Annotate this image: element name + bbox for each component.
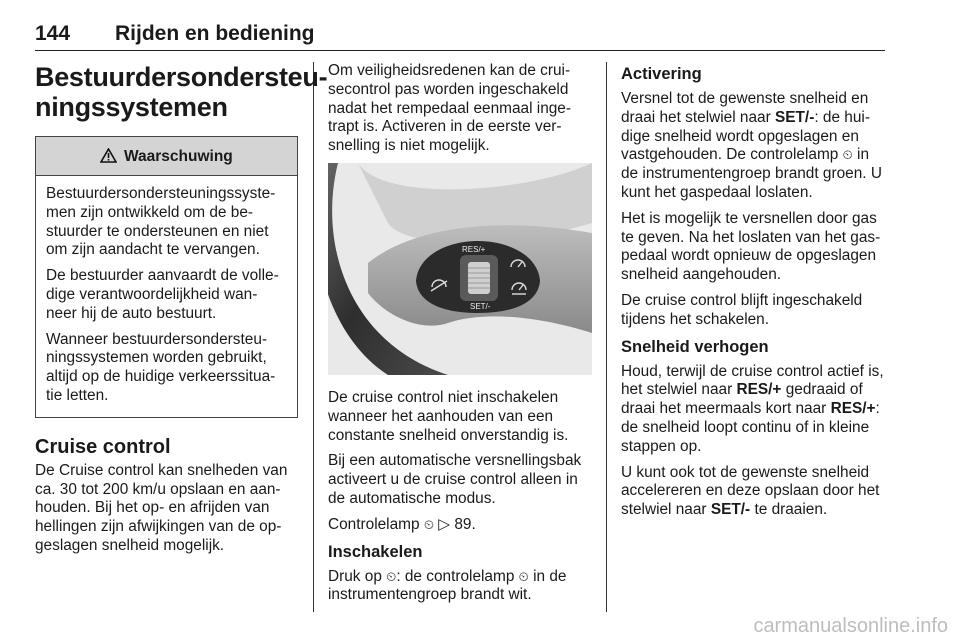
speed-increase-title: Snelheid verhogen [621, 337, 769, 356]
set-minus-label: SET/- [470, 301, 491, 311]
accelerate-paragraph: Het is mogelijk te versnellen door gas te geven. Na het loslaten van het gas-pedaal wordt opnieuw de opgeslagen snelheid aangehouden. [621, 209, 881, 284]
chapter-title: Rijden en bediening [115, 22, 315, 45]
cruise-lamp-icon: ⏲ [423, 516, 434, 532]
watermark: carmanualsonline.info [753, 615, 948, 637]
automatic-paragraph: Bij een automatische versnellingsbak activeert u de cruise control alleen in de automatische modus. [328, 452, 582, 507]
cruise-control-text: De Cruise control kan snelheden van ca. 30 tot 200 km/u opslaan en aan-houden. Bij het op- en afrijden van hellingen zijn afwijkingen van de op-geslagen snelheid mogelijk. [35, 461, 288, 554]
speed-store-paragraph: U kunt ook tot de gewenste snelheid accelereren en deze opslaan door het stelwiel naar SET/- te draaien. [621, 463, 880, 519]
inschakelen-title: Inschakelen [328, 542, 423, 561]
section-title: Bestuurdersondersteu- ningssystemen [35, 62, 328, 122]
column-right [621, 62, 887, 527]
column-divider [313, 62, 314, 612]
warning-box [35, 136, 298, 418]
warning-paragraph: De bestuurder aanvaardt de volle-dige verantwoordelijkheid wan-neer hij de auto bestuurt. [46, 267, 279, 322]
cruise-lamp-icon: ⏲ [842, 147, 853, 163]
intro-paragraph: Om veiligheidsredenen kan de crui-secontrol pas worden ingeschakeld nadat het rempedaal eenmaal inge-trapt is. Activeren in de eerste ver-snelling is niet mogelijk. [328, 62, 571, 155]
warning-paragraph: Wanneer bestuurdersondersteu-ningssystemen worden gebruikt, altijd op de huidige verkeerssitua-tie letten. [46, 330, 276, 404]
column-left [35, 62, 328, 563]
cruise-lamp-icon: ⏲ [386, 568, 397, 584]
page-number: 144 [35, 22, 71, 45]
speed-increase-paragraph: Houd, terwijl de cruise control actief is, het stelwiel naar RES/+ gedraaid of draai het meermaals kort naar RES/+: de snelheid loopt continu of in kleine stappen op. [621, 362, 884, 455]
no-activate-paragraph: De cruise control niet inschakelen wanneer het aanhouden van een constante snelheid onverstandig is. [328, 388, 569, 444]
warning-triangle-icon [100, 146, 122, 165]
cruise-lamp-icon: ⏲ [518, 568, 529, 584]
shifting-paragraph: De cruise control blijft ingeschakeld tijdens het schakelen. [621, 291, 863, 328]
inschakelen-paragraph: Druk op ⏲: de controlelamp ⏲ in de instrumentengroep brandt wit. [328, 567, 567, 604]
warning-body [36, 176, 297, 417]
warning-header [36, 137, 297, 176]
reference-arrow-icon: ▷ [438, 515, 451, 533]
steering-wheel-figure [328, 163, 592, 375]
lamp-reference: Controlelamp ⏲ ▷ 89. [328, 515, 476, 533]
activering-paragraph: Versnel tot de gewenste snelheid en draai het stelwiel naar SET/-: de hui-dige snelheid wordt opgeslagen en vastgehouden. De controlelamp ⏲ in de instrumentengroep brandt groen. U kunt het gaspedaal loslaten. [621, 90, 882, 201]
cruise-control-title: Cruise control [35, 435, 171, 458]
warning-paragraph: Bestuurdersondersteuningssyste-men zijn ontwikkeld om de be-stuurder te ondersteunen en niet om zijn aandacht te vervangen. [46, 185, 276, 259]
activering-title: Activering [621, 65, 702, 83]
column-divider [606, 62, 607, 612]
column-middle [328, 62, 592, 612]
warning-title: Waarschuwing [123, 148, 233, 165]
res-plus-label: RES/+ [462, 244, 486, 254]
page-header [35, 14, 885, 51]
page-reference-link[interactable]: 89. [454, 515, 476, 533]
